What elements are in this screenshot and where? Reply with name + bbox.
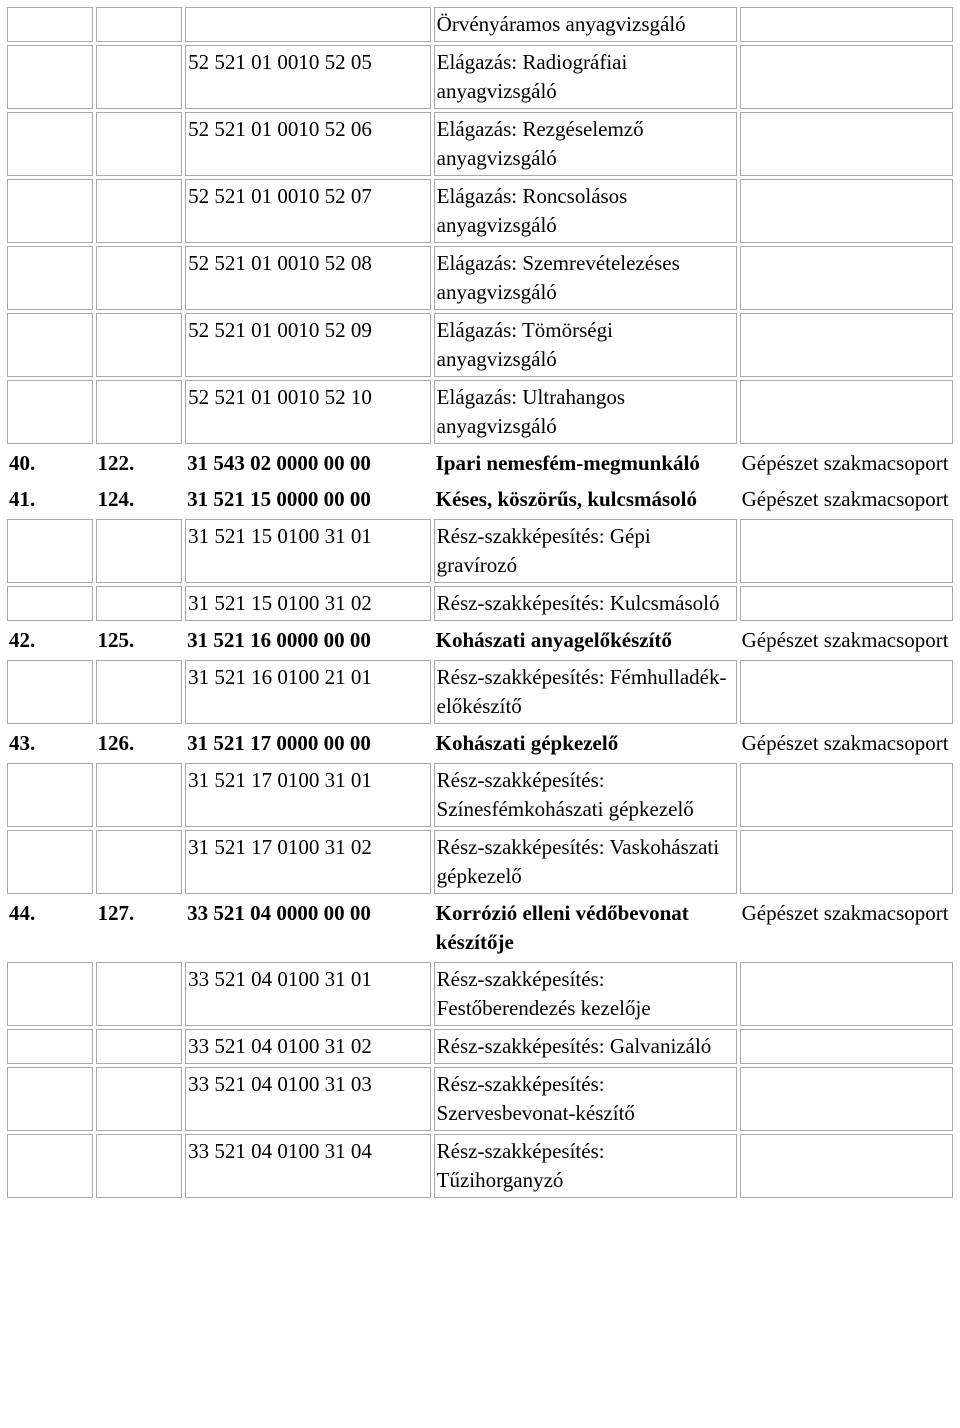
okj-number-cell	[96, 313, 183, 377]
number-cell	[7, 830, 93, 894]
sector-group: Gépészet szakmacsoport	[741, 628, 949, 652]
group-cell	[740, 112, 953, 176]
table-row-main	[7, 624, 953, 657]
number-cell	[7, 586, 93, 621]
row-number: 40.	[9, 451, 36, 475]
number-cell	[7, 519, 93, 583]
okj-number-cell	[96, 380, 183, 444]
table-row	[7, 830, 953, 894]
qualification-name: Elágazás: Szemrevételezéses anyagvizsgáló	[434, 246, 737, 310]
group-cell	[740, 380, 953, 444]
qualification-name: Rész-szakképesítés: Fémhulladék-előkészítő	[434, 660, 737, 724]
okj-code: 33 521 04 0000 00 00	[187, 901, 371, 925]
okj-number-cell	[96, 45, 183, 109]
okj-code: 52 521 01 0010 52 07	[185, 179, 431, 243]
okj-code: 31 521 17 0100 31 01	[185, 763, 431, 827]
okj-number: 124.	[97, 487, 135, 511]
okj-number-cell	[96, 763, 183, 827]
number-cell	[7, 763, 93, 827]
okj-number-cell	[96, 246, 183, 310]
okj-number-cell	[96, 586, 183, 621]
table-row	[7, 1067, 953, 1131]
okj-code: 31 521 15 0000 00 00	[187, 487, 371, 511]
okj-code: 52 521 01 0010 52 06	[185, 112, 431, 176]
qualification-name: Elágazás: Rezgéselemző anyagvizsgáló	[434, 112, 737, 176]
okj-number-cell	[96, 1134, 183, 1198]
okj-number-cell	[96, 112, 183, 176]
number-cell	[7, 179, 93, 243]
row-number: 41.	[9, 487, 36, 511]
okj-number-cell	[96, 1067, 183, 1131]
table-row	[7, 313, 953, 377]
number-cell	[7, 380, 93, 444]
number-cell	[7, 1067, 93, 1131]
okj-code: 31 543 02 0000 00 00	[187, 451, 371, 475]
qualification-name: Rész-szakképesítés: Vaskohászati gépkezelő	[434, 830, 737, 894]
table-row	[7, 380, 953, 444]
okj-number-cell	[96, 519, 183, 583]
number-cell	[7, 112, 93, 176]
qualification-name: Rész-szakképesítés: Gépi gravírozó	[434, 519, 737, 583]
okj-code: 31 521 17 0100 31 02	[185, 830, 431, 894]
table-row	[7, 1134, 953, 1198]
table-row	[7, 519, 953, 583]
qualification-name: Kohászati anyagelőkészítő	[435, 628, 672, 652]
okj-number-cell	[96, 7, 183, 42]
okj-number: 126.	[97, 731, 135, 755]
group-cell	[740, 1134, 953, 1198]
okj-number-cell	[96, 660, 183, 724]
number-cell	[7, 7, 93, 42]
group-cell	[740, 7, 953, 42]
qualification-name: Korrózió elleni védőbevonat készítője	[435, 901, 689, 954]
sector-group: Gépészet szakmacsoport	[741, 451, 949, 475]
table-row	[7, 660, 953, 724]
table-row	[7, 962, 953, 1026]
okj-number: 127.	[97, 901, 135, 925]
okj-number-cell	[96, 830, 183, 894]
row-number: 43.	[9, 731, 36, 755]
number-cell	[7, 1029, 93, 1064]
qualification-name: Elágazás: Radiográfiai anyagvizsgáló	[434, 45, 737, 109]
okj-code: 31 521 15 0100 31 02	[185, 586, 431, 621]
table-row-main	[7, 897, 953, 959]
okj-number-cell	[96, 179, 183, 243]
okj-code: 33 521 04 0100 31 01	[185, 962, 431, 1026]
qualification-name: Rész-szakképesítés: Színesfémkohászati gépkezelő	[434, 763, 737, 827]
okj-code	[185, 7, 431, 42]
group-cell	[740, 1067, 953, 1131]
table-row-main	[7, 727, 953, 760]
okj-code: 33 521 04 0100 31 02	[185, 1029, 431, 1064]
okj-number: 122.	[97, 451, 135, 475]
table-row	[7, 246, 953, 310]
okj-code: 31 521 16 0100 21 01	[185, 660, 431, 724]
group-cell	[740, 660, 953, 724]
table-row	[7, 1029, 953, 1064]
qualification-name: Ipari nemesfém-megmunkáló	[435, 451, 700, 475]
okj-code: 33 521 04 0100 31 03	[185, 1067, 431, 1131]
okj-code: 33 521 04 0100 31 04	[185, 1134, 431, 1198]
qualification-name: Rész-szakképesítés: Galvanizáló	[434, 1029, 737, 1064]
qualification-name: Rész-szakképesítés: Kulcsmásoló	[434, 586, 737, 621]
table-row	[7, 112, 953, 176]
group-cell	[740, 586, 953, 621]
group-cell	[740, 179, 953, 243]
number-cell	[7, 962, 93, 1026]
table-row	[7, 179, 953, 243]
qualification-name: Elágazás: Ultrahangos anyagvizsgáló	[434, 380, 737, 444]
table-row	[7, 45, 953, 109]
table-row	[7, 586, 953, 621]
okj-number-cell	[96, 1029, 183, 1064]
qualification-name: Rész-szakképesítés: Festőberendezés kezelője	[434, 962, 737, 1026]
table-row	[7, 763, 953, 827]
okj-code: 52 521 01 0010 52 08	[185, 246, 431, 310]
number-cell	[7, 660, 93, 724]
number-cell	[7, 313, 93, 377]
qualification-name: Rész-szakképesítés: Tűzihorganyzó	[434, 1134, 737, 1198]
sector-group: Gépészet szakmacsoport	[741, 901, 949, 925]
table-row-main	[7, 483, 953, 516]
group-cell	[740, 519, 953, 583]
number-cell	[7, 1134, 93, 1198]
group-cell	[740, 962, 953, 1026]
sector-group: Gépészet szakmacsoport	[741, 487, 949, 511]
qualification-table-body	[7, 7, 953, 1198]
group-cell	[740, 830, 953, 894]
okj-code: 52 521 01 0010 52 09	[185, 313, 431, 377]
number-cell	[7, 246, 93, 310]
table-row-main	[7, 447, 953, 480]
qualification-name: Rész-szakképesítés: Szervesbevonat-készítő	[434, 1067, 737, 1131]
qualification-name: Elágazás: Roncsolásos anyagvizsgáló	[434, 179, 737, 243]
qualification-name: Örvényáramos anyagvizsgáló	[434, 7, 737, 42]
number-cell	[7, 45, 93, 109]
okj-code: 31 521 15 0100 31 01	[185, 519, 431, 583]
okj-code: 31 521 16 0000 00 00	[187, 628, 371, 652]
row-number: 42.	[9, 628, 36, 652]
qualification-name: Késes, köszörűs, kulcsmásoló	[435, 487, 698, 511]
okj-code: 52 521 01 0010 52 10	[185, 380, 431, 444]
group-cell	[740, 763, 953, 827]
okj-code: 52 521 01 0010 52 05	[185, 45, 431, 109]
okj-number-cell	[96, 962, 183, 1026]
group-cell	[740, 313, 953, 377]
table-row	[7, 7, 953, 42]
group-cell	[740, 45, 953, 109]
okj-code: 31 521 17 0000 00 00	[187, 731, 371, 755]
okj-number: 125.	[97, 628, 135, 652]
qualification-table	[4, 4, 956, 1201]
group-cell	[740, 246, 953, 310]
qualification-name: Kohászati gépkezelő	[435, 731, 619, 755]
qualification-name: Elágazás: Tömörségi anyagvizsgáló	[434, 313, 737, 377]
row-number: 44.	[9, 901, 36, 925]
sector-group: Gépészet szakmacsoport	[741, 731, 949, 755]
group-cell	[740, 1029, 953, 1064]
